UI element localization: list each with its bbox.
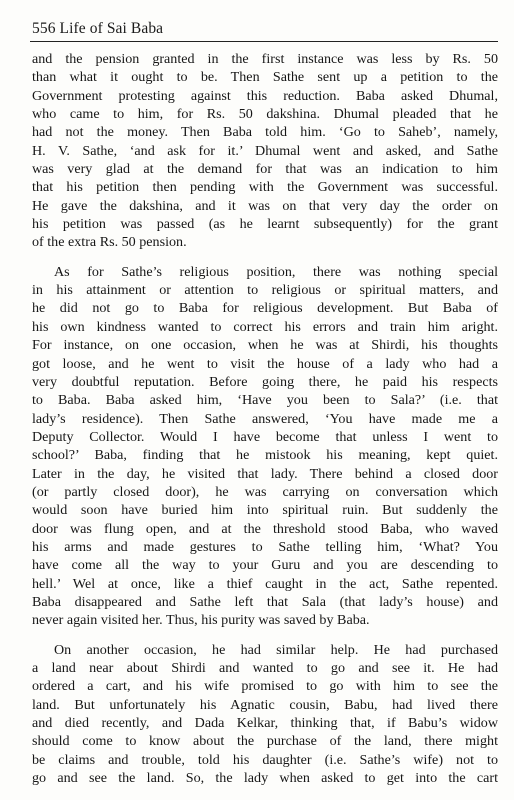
text-line: should come to know about the purchase of the land, there might — [32, 733, 498, 750]
text-line: On another occasion, he had similar help. He had purchased — [54, 641, 498, 658]
text-line: and the pension granted in the first instance was less by Rs. 50 — [32, 51, 498, 67]
text-line: he did not go to Baba for religious development. But Baba of — [32, 300, 498, 317]
text-line: have come all the way to your Guru and you are descending to — [32, 557, 498, 574]
text-line: door was flung open, and at the threshold stood Baba, who waved — [32, 520, 498, 537]
header-rule — [30, 41, 498, 42]
text-line: a land near about Shirdi and wanted to go and see it. He had — [32, 660, 498, 676]
text-line: lady’s residence). Then Sathe answered, ‘You have made me a — [32, 410, 498, 427]
page-number: 556 — [32, 20, 56, 37]
text-line: was very glad at the demand for that was an indication to him — [32, 161, 498, 178]
text-line: got loose, and he went to visit the house of a lady who had a — [32, 355, 498, 372]
text-line: ordered a cart, and his wife promised to go with him to see the — [32, 678, 498, 695]
text-line: He gave the dakshina, and it was on that very day the order on — [32, 197, 498, 214]
body-text — [32, 50, 498, 787]
text-line: had not the money. Then Baba told him. ‘Go to Saheb’, namely, — [32, 124, 498, 141]
text-line: very doubtful reputation. Before going there, he paid his respects — [32, 373, 498, 390]
text-line: in his attainment or attention to religious or spiritual matters, and — [32, 282, 498, 299]
text-line: Baba disappeared and Sathe left that Sala (that lady’s house) and — [32, 593, 498, 610]
text-line: Deputy Collector. Would I have become that unless I went to — [32, 428, 498, 445]
running-header — [32, 20, 163, 38]
text-line: (or partly closed door), he was carrying on conversation which — [32, 483, 498, 500]
text-line: Later in the day, he visited that lady. There behind a closed door — [32, 465, 498, 482]
text-line: and died recently, and Dada Kelkar, thinking that, if Babu’s widow — [32, 715, 498, 732]
text-line: go and see the land. So, the lady when asked to get into the cart — [32, 770, 498, 787]
text-line: Government protesting against this reduction. Baba asked Dhumal, — [32, 87, 498, 104]
text-line: As for Sathe’s religious position, there was nothing special — [54, 263, 498, 280]
text-line: his own kindness wanted to correct his errors and train him aright. — [32, 318, 498, 335]
text-line: than what it ought to be. Then Sathe sent up a petition to the — [32, 69, 498, 86]
text-line: who came to him, for Rs. 50 dakshina. Dhumal pleaded that he — [32, 106, 498, 123]
text-line: of the extra Rs. 50 pension. — [32, 234, 187, 251]
text-line: his petition was passed (as he learnt subsequently) for the grant — [32, 216, 498, 233]
paragraph-1 — [32, 50, 498, 252]
paragraph-3 — [32, 641, 498, 788]
text-line: H. V. Sathe, ‘and ask for it.’ Dhumal went and asked, and Sathe — [32, 142, 498, 159]
text-line: his arms and made gestures to Sathe telling him, ‘What? You — [32, 538, 498, 555]
text-line: never again visited her. Thus, his purity was saved by Baba. — [32, 612, 370, 629]
text-line: For instance, on one occasion, when he was at Shirdi, his thoughts — [32, 337, 498, 354]
book-title: Life of Sai Baba — [59, 20, 164, 37]
text-line: be claims and trouble, told his daughter (i.e. Sathe’s wife) not to — [32, 751, 498, 768]
text-line: school?’ Baba, finding that he mistook his meaning, kept quiet. — [32, 447, 498, 464]
paragraph-gap — [32, 630, 498, 641]
text-line: to Baba. Baba asked him, ‘Have you been to Sala?’ (i.e. that — [32, 392, 498, 409]
paragraph-gap — [32, 252, 498, 263]
text-line: hell.’ Wel at once, like a thief caught in the act, Sathe repented. — [32, 575, 498, 592]
text-line: would soon have buried him into spiritual ruin. But suddenly the — [32, 502, 498, 519]
paragraph-2 — [32, 263, 498, 630]
text-line: land. But unfortunately his Agnatic cousin, Babu, had lived there — [32, 696, 498, 713]
text-line: that his petition then pending with the Government was successful. — [32, 179, 498, 196]
